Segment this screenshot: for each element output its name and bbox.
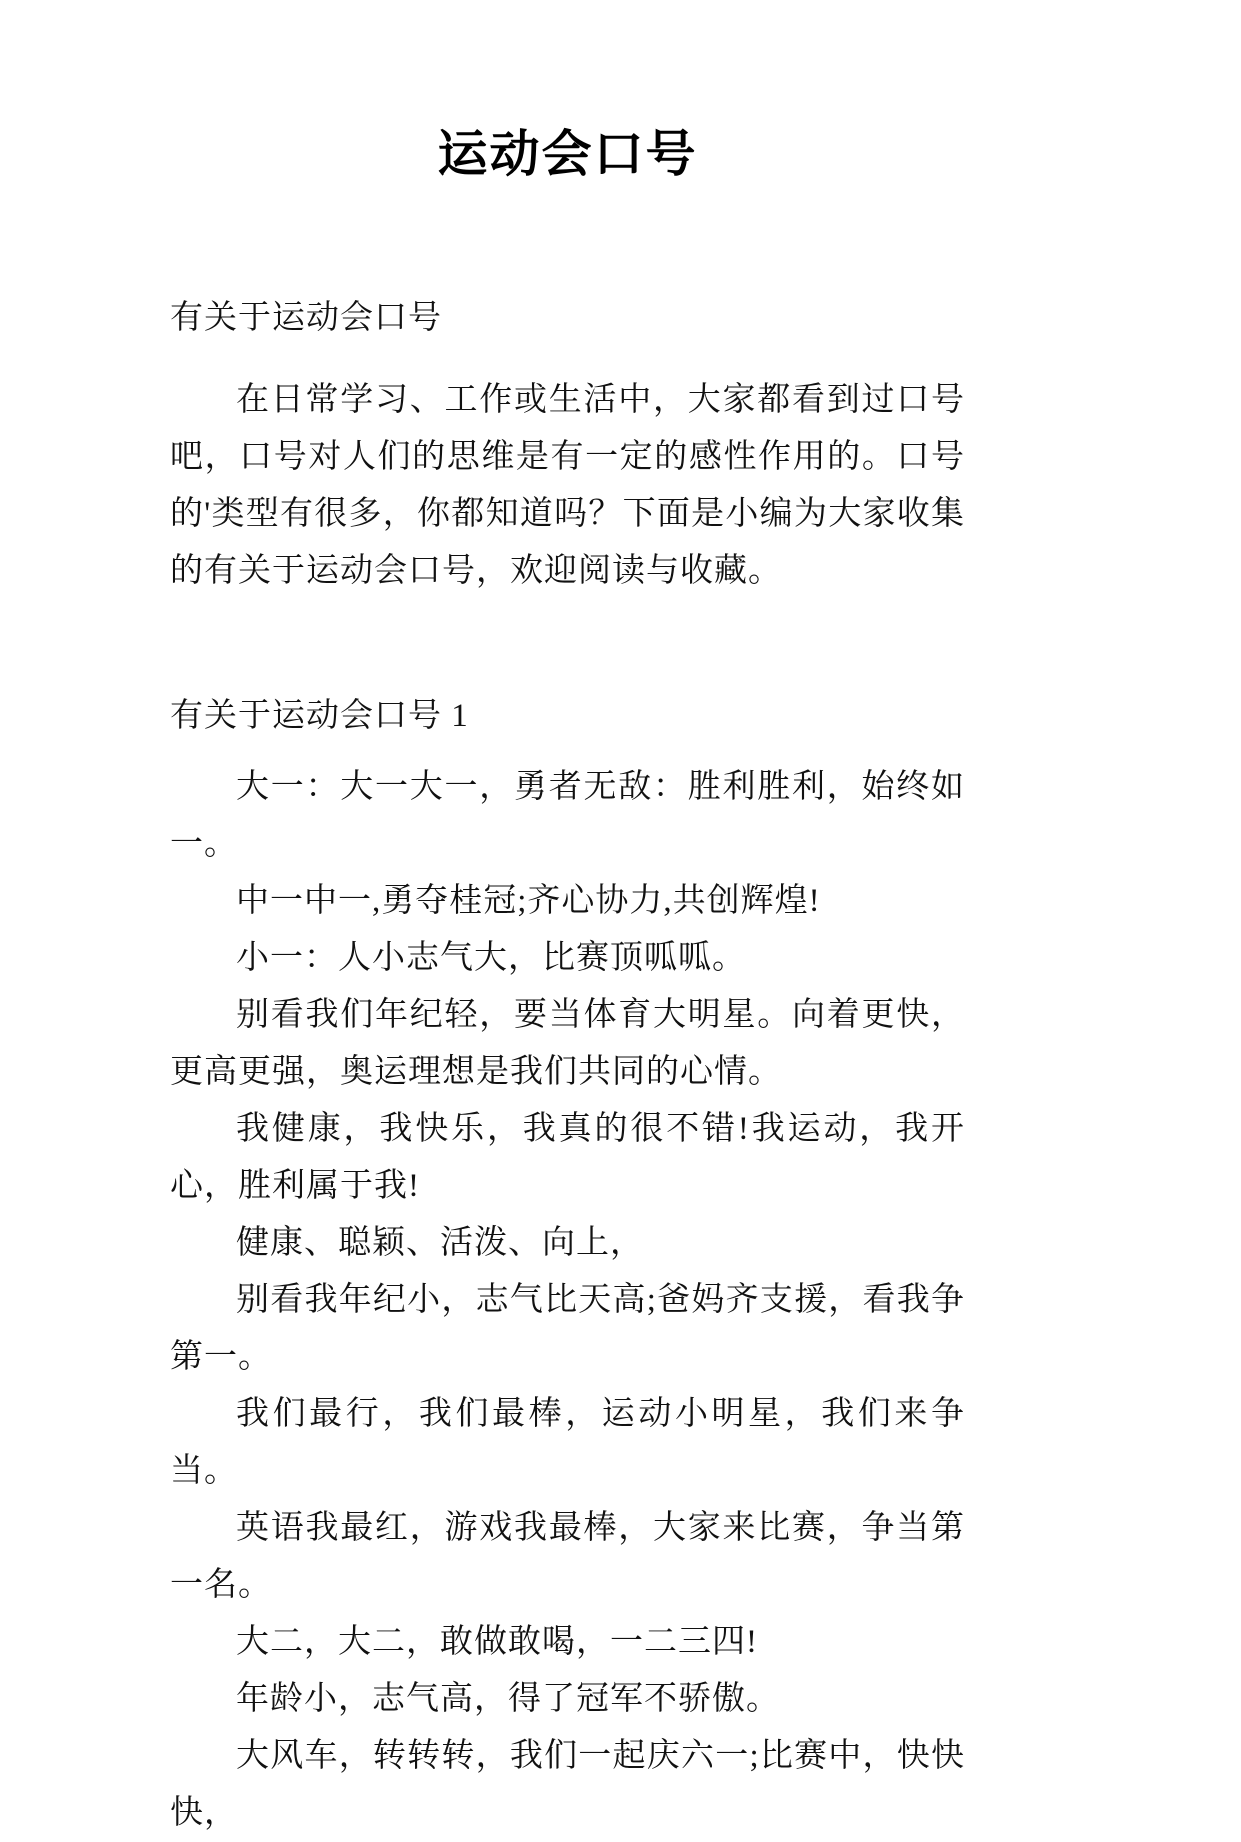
slogan-line: 大二，大二，敢做敢喝，一二三四! [236,1624,758,1660]
slogan-line: 年龄小，志气高，得了冠军不骄傲。 [236,1681,780,1717]
slogan-line: 我们最行，我们最棒，运动小明星，我们来争当。 [170,1396,965,1489]
intro-label: 有关于运动会口号 [170,300,442,336]
slogan-line: 中一中一,勇夺桂冠;齐心协力,共创辉煌! [236,883,821,919]
section-heading: 有关于运动会口号 1 [170,698,469,734]
slogan-line: 英语我最红，游戏我最棒，大家来比赛，争当第一名。 [170,1510,965,1603]
slogan-list [170,759,965,1842]
slogan-line: 别看我们年纪轻，要当体育大明星。向着更快，更高更强，奥运理想是我们共同的心情。 [170,997,965,1090]
slogan-line: 我健康，我快乐，我真的很不错!我运动，我开心，胜利属于我! [170,1111,965,1204]
document-title: 运动会口号 [437,126,698,182]
slogan-line: 健康、聪颖、活泼、向上， [236,1225,644,1261]
intro-paragraph: 在日常学习、工作或生活中，大家都看到过口号吧，口号对人们的思维是有一定的感性作用的。口号的'类型有很多，你都知道吗？下面是小编为大家收集的有关于运动会口号，欢迎阅读与收藏。 [170,382,965,589]
slogan-line: 小一：人小志气大，比赛顶呱呱。 [236,940,746,976]
slogan-line: 别看我年纪小，志气比天高;爸妈齐支援，看我争第一。 [170,1282,965,1375]
slogan-line: 大风车，转转转，我们一起庆六一;比赛中，快快快， [170,1738,965,1831]
document-text-block [170,290,965,1842]
slogan-line: 大一：大一大一，勇者无敌：胜利胜利，始终如一。 [170,769,965,862]
